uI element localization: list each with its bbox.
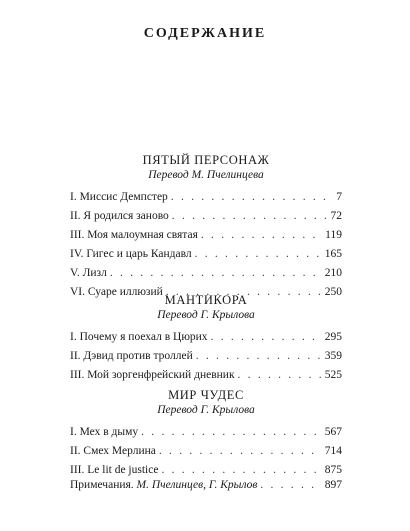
- toc-entry[interactable]: [70, 245, 342, 264]
- notes-authors: М. Пчелинцев, Г. Крылов: [136, 479, 258, 491]
- entry-page: 525: [324, 369, 342, 381]
- section-title: МАНТИКОРА: [164, 293, 248, 307]
- entry-label: IV. Гигес и царь Кандавл: [70, 248, 192, 260]
- dot-leader: [110, 264, 322, 283]
- notes-section: [70, 476, 342, 495]
- dot-leader: [196, 347, 322, 366]
- section-manticore: [70, 292, 342, 385]
- section-fifth-business: [70, 152, 342, 302]
- entry-label: VI. Суаре иллюзий: [70, 286, 163, 298]
- entry-page: 875: [324, 464, 342, 476]
- toc-entry[interactable]: [70, 264, 342, 283]
- entry-page: 567: [324, 426, 342, 438]
- dot-leader: [172, 207, 328, 226]
- entry-label: I. Почему я поехал в Цюрих: [70, 331, 208, 343]
- toc-entry[interactable]: [70, 207, 342, 226]
- entry-label: V. Лизл: [70, 267, 107, 279]
- dot-leader: [238, 366, 322, 385]
- section-translator: Перевод М. Пчелинцева: [148, 169, 264, 181]
- toc-entry[interactable]: [70, 226, 342, 245]
- entry-page: 295: [324, 331, 342, 343]
- dot-leader: [141, 423, 322, 442]
- entry-page: 165: [324, 248, 342, 260]
- entry-label: I. Мех в дыму: [70, 426, 139, 438]
- dot-leader: [201, 226, 322, 245]
- dot-leader: [260, 476, 321, 495]
- entry-label: II. Смех Мерлина: [70, 445, 156, 457]
- entry-page: 210: [324, 267, 342, 279]
- entry-page: 250: [324, 286, 342, 298]
- dot-leader: [171, 188, 333, 207]
- entry-page: 714: [324, 445, 342, 457]
- entry-label: III. Моя малоумная святая: [70, 229, 198, 241]
- entry-page: 119: [325, 229, 342, 241]
- toc-entry[interactable]: [70, 366, 342, 385]
- entry-label: [70, 476, 257, 495]
- section-title: МИР ЧУДЕС: [168, 388, 244, 402]
- entry-page: 7: [336, 191, 342, 203]
- section-translator: Перевод Г. Крылова: [157, 309, 255, 321]
- toc-entry[interactable]: [70, 328, 342, 347]
- section-translator: Перевод Г. Крылова: [157, 404, 255, 416]
- toc-title: СОДЕРЖАНИЕ: [143, 26, 267, 41]
- entry-page: 72: [330, 210, 342, 222]
- entry-label: II. Дэвид против троллей: [70, 350, 193, 362]
- entry-page: 359: [324, 350, 342, 362]
- section-world-of-wonders: [70, 387, 342, 480]
- toc-entry[interactable]: [70, 347, 342, 366]
- entry-label: I. Миссис Демпстер: [70, 191, 168, 203]
- toc-entry[interactable]: [70, 442, 342, 461]
- entry-label: III. Мой зоргенфрейский дневник: [70, 369, 235, 381]
- dot-leader: [195, 245, 322, 264]
- notes-label: Примечания.: [70, 479, 134, 491]
- toc-entry-notes[interactable]: [70, 476, 342, 495]
- dot-leader: [211, 328, 322, 347]
- toc-entry[interactable]: [70, 188, 342, 207]
- entry-page: 897: [324, 479, 342, 491]
- section-title: ПЯТЫЙ ПЕРСОНАЖ: [142, 153, 270, 167]
- entry-label: II. Я родился заново: [70, 210, 169, 222]
- dot-leader: [159, 442, 322, 461]
- entry-label: III. Le lit de justice: [70, 464, 159, 476]
- toc-entry[interactable]: [70, 423, 342, 442]
